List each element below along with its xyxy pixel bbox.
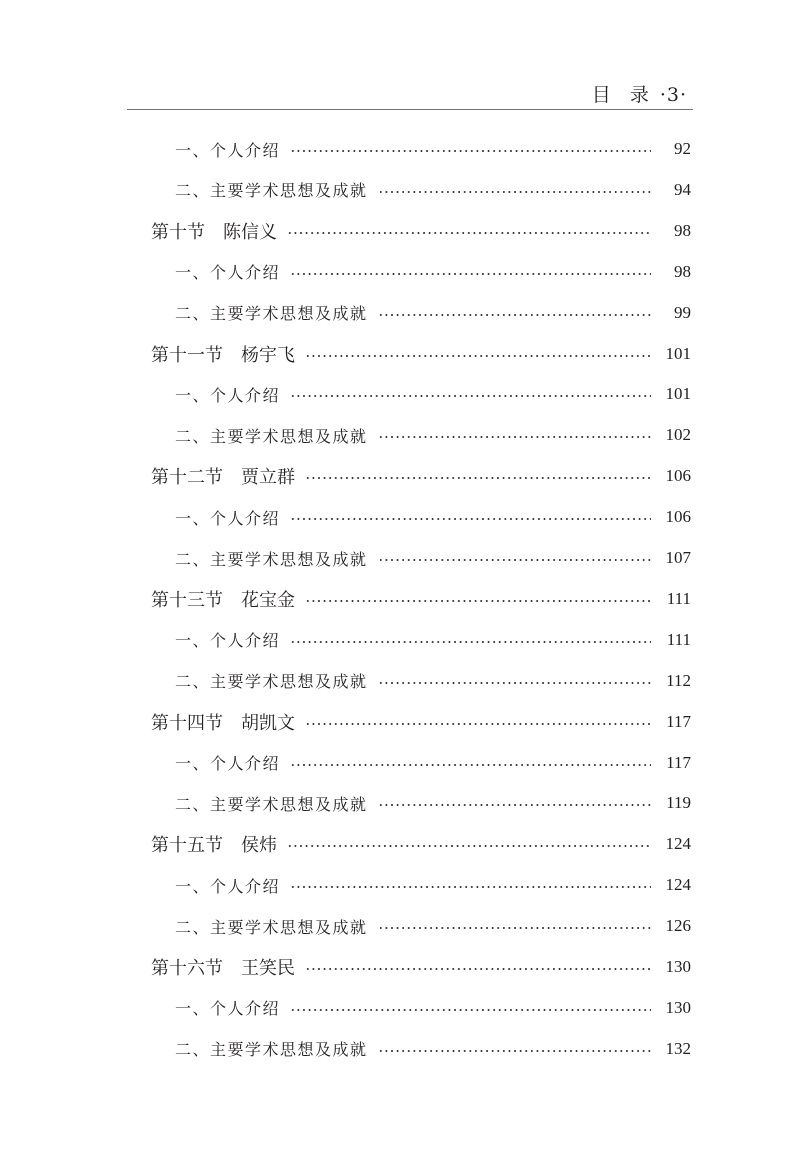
toc-entry-page-number: 102: [665, 425, 691, 445]
toc-subsection-entry[interactable]: [175, 748, 691, 778]
dot-leader: [287, 845, 651, 847]
toc-entry-page-number: 126: [665, 916, 691, 936]
toc-entry-title: 一、个人介绍: [175, 385, 281, 405]
toc-entry-page-number: 98: [674, 220, 691, 240]
toc-subsection-entry[interactable]: [175, 502, 691, 532]
running-header: [127, 78, 693, 110]
toc-entry-page-number: 117: [666, 711, 691, 731]
toc-entry-title: 第十二节 贾立群: [151, 467, 295, 489]
dot-leader: [305, 968, 651, 970]
toc-subsection-entry[interactable]: [175, 788, 691, 818]
toc-entry-title: 第十节 陈信义: [151, 221, 277, 243]
toc-section-entry[interactable]: [151, 461, 691, 491]
dot-leader: [290, 641, 651, 643]
toc-entry-title: 二、主要学术思想及成就: [175, 1040, 368, 1060]
toc-entry-title: 二、主要学术思想及成就: [175, 181, 368, 201]
toc-subsection-entry[interactable]: [175, 543, 691, 573]
toc-entry-title: 一、个人介绍: [175, 140, 281, 160]
toc-entry-title: 第十一节 杨宇飞: [151, 344, 295, 366]
dot-leader: [378, 804, 651, 806]
header-page-number: ·3·: [659, 84, 687, 106]
dot-leader: [290, 764, 651, 766]
toc-entry-page-number: 132: [665, 1038, 691, 1058]
toc-subsection-entry[interactable]: [175, 379, 691, 409]
header-text: [592, 80, 687, 107]
toc-subsection-entry[interactable]: [175, 625, 691, 655]
toc-section-entry[interactable]: [151, 829, 691, 859]
dot-leader: [290, 886, 651, 888]
toc-entry-page-number: 112: [666, 670, 691, 690]
toc-entry-title: 二、主要学术思想及成就: [175, 794, 368, 814]
dot-leader: [305, 600, 651, 602]
toc-entry-title: 第十三节 花宝金: [151, 589, 295, 611]
toc-entry-page-number: 101: [665, 343, 691, 363]
dot-leader: [378, 559, 651, 561]
dot-leader: [290, 395, 651, 397]
toc-entry-title: 第十四节 胡凯文: [151, 712, 295, 734]
toc-subsection-entry[interactable]: [175, 420, 691, 450]
toc-entry-page-number: 92: [674, 139, 691, 158]
toc-entry-title: 二、主要学术思想及成就: [175, 917, 368, 937]
toc-section-entry[interactable]: [151, 216, 691, 246]
toc-entry-page-number: 117: [666, 752, 691, 772]
toc-subsection-entry[interactable]: [175, 870, 691, 900]
toc-entry-title: 二、主要学术思想及成就: [175, 304, 368, 324]
toc-entry-title: 二、主要学术思想及成就: [175, 549, 368, 569]
toc-entry-page-number: 106: [665, 507, 691, 527]
toc-entry-page-number: 101: [665, 384, 691, 404]
header-chapter-char-1: 目: [591, 84, 612, 106]
toc-entry-page-number: 124: [665, 834, 691, 854]
dot-leader: [378, 682, 651, 684]
toc-entry-title: 一、个人介绍: [175, 999, 281, 1019]
toc-entry-page-number: 94: [674, 179, 691, 199]
toc-entry-title: 一、个人介绍: [175, 876, 281, 896]
toc-subsection-entry[interactable]: [175, 298, 691, 328]
header-chapter-char-2: 录: [629, 84, 650, 106]
toc-section-entry[interactable]: [151, 952, 691, 982]
toc-entry-title: 一、个人介绍: [175, 754, 281, 773]
toc-subsection-entry[interactable]: [175, 257, 691, 287]
toc-subsection-entry[interactable]: [175, 911, 691, 941]
toc-entry-page-number: 124: [665, 875, 691, 895]
toc-entry-page-number: 99: [674, 302, 691, 322]
toc-section-entry[interactable]: [151, 339, 691, 369]
dot-leader: [305, 477, 651, 479]
toc-entry-title: 第十六节 王笑民: [151, 958, 295, 979]
dot-leader: [305, 723, 651, 725]
dot-leader: [378, 314, 651, 316]
toc-entry-page-number: 98: [674, 261, 691, 281]
toc-entry-page-number: 130: [665, 957, 691, 976]
toc-entry-page-number: 119: [666, 793, 691, 813]
toc-entry-title: 一、个人介绍: [175, 631, 281, 651]
dot-leader: [305, 355, 651, 357]
toc-entry-title: 一、个人介绍: [175, 508, 281, 528]
toc-entry-title: 第十五节 侯炜: [151, 835, 277, 857]
toc-entry-page-number: 130: [665, 997, 691, 1017]
toc-section-entry[interactable]: [151, 707, 691, 737]
dot-leader: [290, 518, 651, 520]
toc-entry-page-number: 111: [666, 629, 691, 649]
dot-leader: [287, 232, 651, 234]
toc-entry-title: 二、主要学术思想及成就: [175, 426, 368, 446]
toc-entry-title: 二、主要学术思想及成就: [175, 672, 368, 692]
toc-subsection-entry[interactable]: [175, 666, 691, 696]
toc-section-entry[interactable]: [151, 584, 691, 614]
dot-leader: [290, 1009, 651, 1011]
dot-leader: [378, 1050, 651, 1052]
toc-entry-page-number: 107: [665, 548, 691, 567]
toc-subsection-entry[interactable]: [175, 1034, 691, 1064]
toc-entry-page-number: 111: [666, 588, 691, 608]
dot-leader: [378, 927, 651, 929]
dot-leader: [378, 436, 651, 438]
toc-entry-page-number: 106: [665, 466, 691, 486]
toc-entry-title: 一、个人介绍: [175, 263, 281, 283]
dot-leader: [290, 273, 651, 275]
toc-subsection-entry[interactable]: [175, 993, 691, 1023]
dot-leader: [378, 191, 651, 193]
toc-subsection-entry[interactable]: [175, 175, 691, 205]
toc-subsection-entry[interactable]: [175, 134, 691, 164]
dot-leader: [290, 150, 651, 152]
